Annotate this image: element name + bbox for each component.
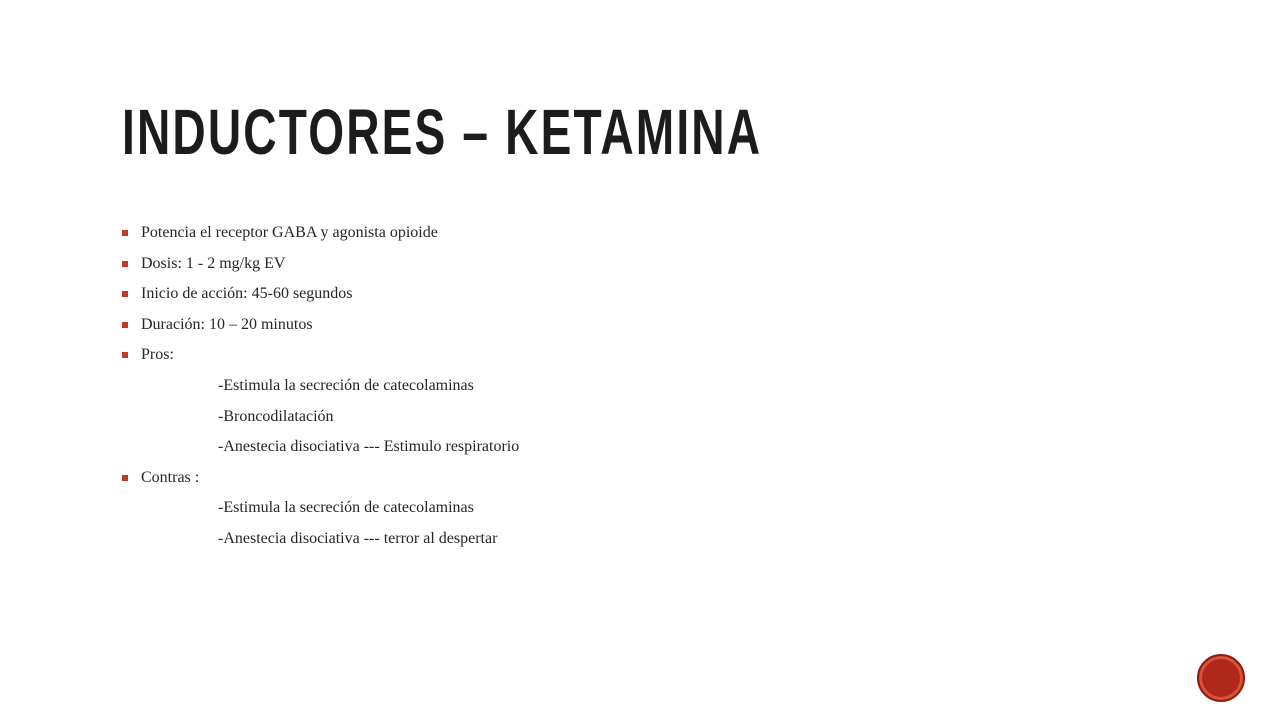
line-text: -Anestecia disociativa --- Estimulo respiratorio [218, 438, 520, 456]
red-circle-nav-icon[interactable] [1197, 654, 1245, 702]
bullet-line [122, 340, 1022, 371]
bullet-line [122, 218, 1022, 249]
sub-line [122, 402, 1022, 433]
square-bullet-icon [122, 291, 128, 297]
line-text: -Broncodilatación [218, 407, 334, 425]
line-text: -Estimula la secreción de catecolaminas [218, 499, 474, 517]
bullet-line [122, 310, 1022, 341]
line-text: Duración: 10 – 20 minutos [141, 315, 313, 333]
square-bullet-icon [122, 352, 128, 358]
sub-line [122, 524, 1022, 555]
line-text: -Estimula la secreción de catecolaminas [218, 376, 474, 394]
bullet-line [122, 463, 1022, 494]
slide-content [122, 218, 1022, 555]
sub-line [122, 493, 1022, 524]
bullet-line [122, 249, 1022, 280]
square-bullet-icon [122, 261, 128, 267]
sub-line [122, 371, 1022, 402]
line-text: Dosis: 1 - 2 mg/kg EV [141, 254, 286, 272]
line-text: -Anestecia disociativa --- terror al despertar [218, 529, 498, 547]
line-text: Pros: [141, 346, 174, 364]
line-text: Inicio de acción: 45-60 segundos [141, 285, 353, 303]
sub-line [122, 432, 1022, 463]
square-bullet-icon [122, 322, 128, 328]
bullet-line [122, 279, 1022, 310]
square-bullet-icon [122, 475, 128, 481]
line-text: Contras : [141, 468, 200, 486]
slide-title: INDUCTORES – KETAMINA [122, 96, 763, 168]
line-text: Potencia el receptor GABA y agonista opioide [141, 224, 438, 241]
square-bullet-icon [122, 230, 128, 236]
